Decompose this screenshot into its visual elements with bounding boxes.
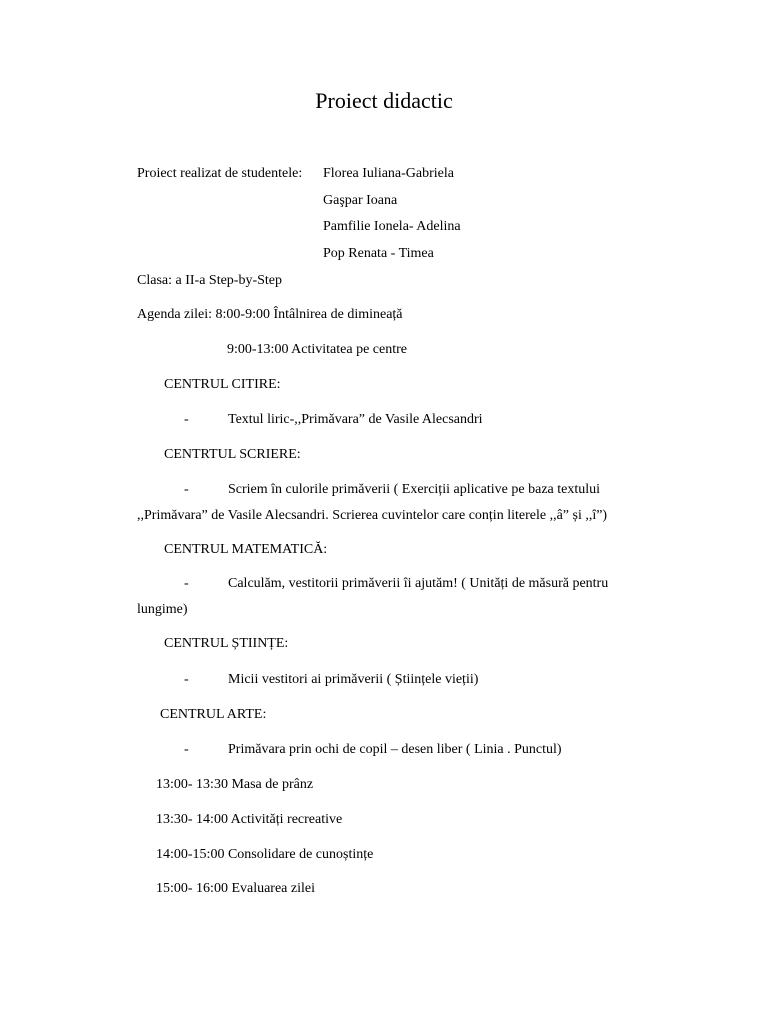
agenda-line: Agenda zilei: 8:00-9:00 Întâlnirea de dimineață — [137, 307, 403, 322]
author-name: Florea Iuliana-Gabriela — [323, 166, 454, 181]
center-activity: Textul liric-,,Primăvara” de Vasile Alecsandri — [228, 412, 483, 427]
author-name: Pamfilie Ionela- Adelina — [323, 219, 461, 234]
center-heading: CENTRUL MATEMATICĂ: — [164, 542, 328, 557]
schedule-item: 13:30- 14:00 Activități recreative — [156, 812, 343, 827]
schedule-item: 15:00- 16:00 Evaluarea zilei — [156, 881, 315, 896]
author-name: Pop Renata - Timea — [323, 246, 434, 261]
class-line: Clasa: a II-a Step-by-Step — [137, 273, 283, 288]
bullet-dash: - — [184, 412, 189, 427]
author-name: Gaşpar Ioana — [323, 193, 398, 208]
center-activity: Micii vestitori ai primăverii ( Științele vieții) — [228, 672, 479, 687]
center-heading: CENTRUL ȘTIINȚE: — [164, 636, 289, 651]
bullet-dash: - — [184, 482, 189, 497]
center-activity-continued: lungime) — [137, 602, 188, 617]
center-heading: CENTRTUL SCRIERE: — [164, 447, 301, 462]
authors-label: Proiect realizat de studentele: — [137, 166, 303, 181]
schedule-item: 14:00-15:00 Consolidare de cunoștințe — [156, 847, 374, 862]
center-activity-continued: ,,Primăvara” de Vasile Alecsandri. Scrierea cuvintelor care conțin literele ,,â” și ,,î”) — [137, 508, 608, 523]
center-activity: Calculăm, vestitorii primăverii îi ajutăm! ( Unități de măsură pentru — [228, 576, 609, 591]
agenda-line: 9:00-13:00 Activitatea pe centre — [227, 342, 407, 357]
center-heading: CENTRUL CITIRE: — [164, 377, 281, 392]
bullet-dash: - — [184, 672, 189, 687]
document-title: Proiect didactic — [315, 88, 453, 113]
bullet-dash: - — [184, 576, 189, 591]
bullet-dash: - — [184, 742, 189, 757]
schedule-item: 13:00- 13:30 Masa de prânz — [156, 777, 314, 792]
center-heading: CENTRUL ARTE: — [160, 707, 267, 722]
center-activity: Primăvara prin ochi de copil – desen liber ( Linia . Punctul) — [228, 742, 562, 757]
center-activity: Scriem în culorile primăverii ( Exerciții aplicative pe baza textului — [228, 482, 601, 497]
